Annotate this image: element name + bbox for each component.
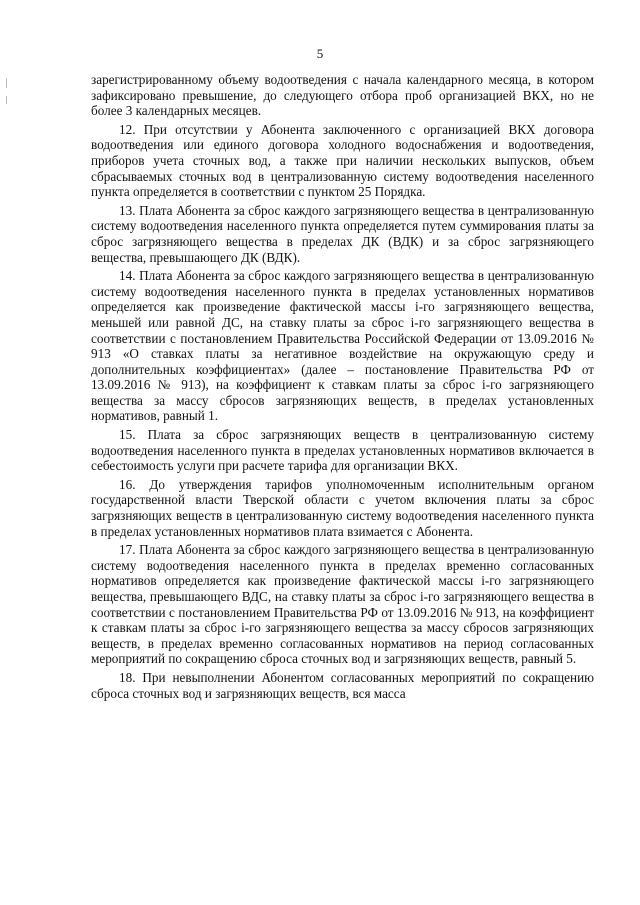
paragraph-13: 13. Плата Абонента за сброс каждого загрязняющего вещества в централизованную систему водоотведения населенного пункта определяется путем суммирования платы за сброс загрязняющего вещества в пределах ДК (ВДК) и за сброс загрязняющего вещества, превышающего ДК (ВДК). xyxy=(91,202,594,265)
paragraph-17: 17. Плата Абонента за сброс каждого загрязняющего вещества в централизованную систему водоотведения населенного пункта в пределах временно согласованных нормативов определяется как произведение фактической массы i-го загрязняющего вещества, превышающего ВДС, на ставку платы за сброс i-го загрязняющего вещества в соответствии с постановлением Правительства РФ от 13.09.2016 № 913, на коэффициент к ставкам платы за сброс i-го загрязняющего вещества за массу сбросов загрязняющих веществ, в пределах временно согласованных нормативов на период согласованных мероприятий по сокращению сброса сточных вод и загрязняющих веществ, равный 5. xyxy=(91,542,594,667)
paragraph-14: 14. Плата Абонента за сброс каждого загрязняющего вещества в централизованную систему водоотведения населенного пункта в пределах установленных нормативов определяется как произведение фактической массы i-го загрязняющего вещества, меньшей или равной ДС, на ставку платы за сброс i-го загрязняющего вещества в соответствии с постановлением Правительства Российской Федерации от 13.09.2016 № 913 «О ставках платы за негативное воздействие на окружающую среду и дополнительных коэффициентах» (далее – постановление Правительства РФ от 13.09.2016 № 913), на коэффициент к ставкам платы за сброс i-го загрязняющего вещества за массу сбросов загрязняющих веществ, в пределах установленных нормативов, равный 1. xyxy=(91,268,594,424)
scan-margin-mark xyxy=(6,96,7,104)
paragraph-continuation: зарегистрированному объему водоотведения с начала календарного месяца, в котором зафиксировано превышение, до следующего отбора проб организацией ВКХ, но не более 3 календарных месяцев. xyxy=(91,72,594,119)
paragraph-16: 16. До утверждения тарифов уполномоченным исполнительным органом государственной власти Тверской области с учетом включения платы за сброс загрязняющих веществ в централизованную систему водоотведения населенного пункта в пределах установленных нормативов плата взимается с Абонента. xyxy=(91,476,594,539)
paragraph-15: 15. Плата за сброс загрязняющих веществ в централизованную систему водоотведения населенного пункта в пределах установленных нормативов включается в себестоимость услуги при расчете тарифа для организации ВКХ. xyxy=(91,427,594,474)
page-number: 5 xyxy=(316,46,324,61)
document-body xyxy=(91,72,594,704)
paragraph-18: 18. При невыполнении Абонентом согласованных мероприятий по сокращению сброса сточных вод и загрязняющих веществ, вся масса xyxy=(91,669,594,701)
scan-margin-mark xyxy=(6,78,7,88)
paragraph-12: 12. При отсутствии у Абонента заключенного с организацией ВКХ договора водоотведения или единого договора холодного водоснабжения и водоотведения, приборов учета сточных вод, а также при наличии нескольких выпусков, объем сбрасываемых сточных вод в централизованную систему водоотведения населенного пункта определяется в соответствии с пунктом 25 Порядка. xyxy=(91,121,594,200)
